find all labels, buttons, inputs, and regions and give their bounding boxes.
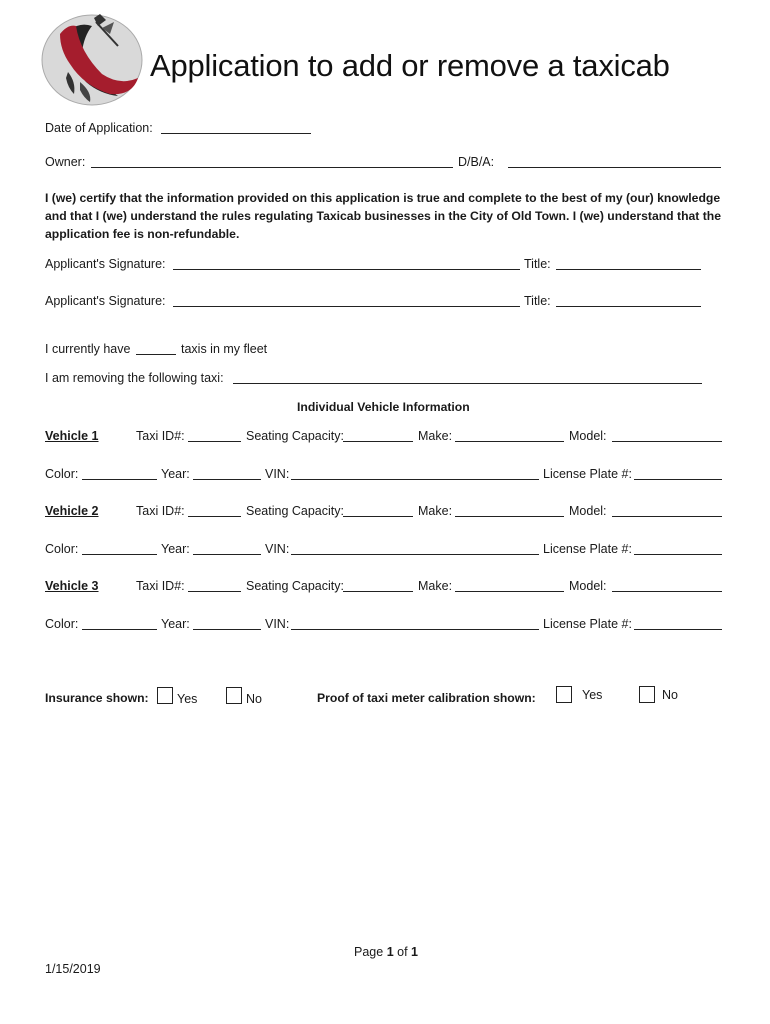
license-plate-label: License Plate #: (543, 467, 632, 481)
title-label-2: Title: (524, 294, 551, 308)
vehicle-section-heading: Individual Vehicle Information (297, 400, 470, 414)
insurance-yes-checkbox[interactable] (157, 687, 173, 704)
year-label: Year: (161, 617, 190, 631)
taxi-id-label: Taxi ID#: (136, 579, 185, 593)
vehicle-3-model-field[interactable] (612, 591, 722, 592)
vehicle-3-vin-field[interactable] (291, 629, 539, 630)
meter-calibration-label: Proof of taxi meter calibration shown: (317, 691, 536, 705)
license-plate-label: License Plate #: (543, 617, 632, 631)
fleet-prefix-text: I currently have (45, 342, 131, 356)
model-label: Model: (569, 579, 607, 593)
vehicle-2-taxi-id-field[interactable] (188, 516, 241, 517)
model-label: Model: (569, 504, 607, 518)
applicant-signature-label-1: Applicant's Signature: (45, 257, 166, 271)
page-of: of (397, 945, 408, 959)
meter-yes-checkbox[interactable] (556, 686, 572, 703)
vehicle-2-seating-field[interactable] (343, 516, 413, 517)
insurance-shown-label: Insurance shown: (45, 691, 149, 705)
dba-label: D/B/A: (458, 155, 495, 169)
vehicle-1-year-field[interactable] (193, 479, 261, 480)
make-label: Make: (418, 429, 453, 443)
seating-capacity-label: Seating Capacity: (246, 429, 344, 443)
vin-label: VIN: (265, 617, 290, 631)
vehicle-2-year-field[interactable] (193, 554, 261, 555)
title-label-1: Title: (524, 257, 551, 271)
certification-statement: I (we) certify that the information provided on this application is true and complete to the best of my (our) knowledge and that I (we) understand the rules regulating Taxicab businesses in the City of Old Town. I (we) understand that the application fee is non-refundable. (45, 191, 722, 241)
vehicle-3-color-field[interactable] (82, 629, 157, 630)
page-prefix: Page (354, 945, 384, 959)
vehicle-2-vin-field[interactable] (291, 554, 539, 555)
vehicle-1-heading: Vehicle 1 (45, 429, 99, 443)
date-of-application-label: Date of Application: (45, 121, 153, 135)
vehicle-3-make-field[interactable] (455, 591, 564, 592)
color-label: Color: (45, 542, 79, 556)
vehicle-2-plate-field[interactable] (634, 554, 722, 555)
applicant-signature-field-1[interactable] (173, 269, 520, 270)
fleet-count-field[interactable] (136, 354, 176, 355)
year-label: Year: (161, 467, 190, 481)
old-town-canoe-logo-icon (40, 12, 148, 108)
page-current: 1 (386, 945, 394, 959)
vehicle-3-seating-field[interactable] (343, 591, 413, 592)
title-field-1[interactable] (556, 269, 701, 270)
meter-no-label: No (662, 688, 678, 702)
insurance-no-checkbox[interactable] (226, 687, 242, 704)
meter-yes-label: Yes (582, 688, 603, 702)
color-label: Color: (45, 467, 79, 481)
applicant-signature-label-2: Applicant's Signature: (45, 294, 166, 308)
date-of-application-field[interactable] (161, 133, 311, 134)
seating-capacity-label: Seating Capacity: (246, 579, 344, 593)
owner-label: Owner: (45, 155, 86, 169)
page-number (354, 945, 418, 959)
vehicle-2-heading: Vehicle 2 (45, 504, 99, 518)
meter-no-checkbox[interactable] (639, 686, 655, 703)
vehicle-1-plate-field[interactable] (634, 479, 722, 480)
color-label: Color: (45, 617, 79, 631)
dba-field[interactable] (508, 167, 721, 168)
model-label: Model: (569, 429, 607, 443)
make-label: Make: (418, 579, 453, 593)
license-plate-label: License Plate #: (543, 542, 632, 556)
taxi-id-label: Taxi ID#: (136, 429, 185, 443)
fleet-suffix-text: taxis in my fleet (181, 342, 268, 356)
page-total: 1 (411, 945, 418, 959)
vehicle-1-vin-field[interactable] (291, 479, 539, 480)
vehicle-1-taxi-id-field[interactable] (188, 441, 241, 442)
year-label: Year: (161, 542, 190, 556)
vehicle-1-model-field[interactable] (612, 441, 722, 442)
vehicle-2-model-field[interactable] (612, 516, 722, 517)
insurance-yes-label: Yes (177, 692, 198, 706)
vehicle-1-make-field[interactable] (455, 441, 564, 442)
vehicle-3-plate-field[interactable] (634, 629, 722, 630)
title-field-2[interactable] (556, 306, 701, 307)
taxi-id-label: Taxi ID#: (136, 504, 185, 518)
vehicle-1-color-field[interactable] (82, 479, 157, 480)
vin-label: VIN: (265, 542, 290, 556)
insurance-no-label: No (246, 692, 262, 706)
vehicle-2-color-field[interactable] (82, 554, 157, 555)
make-label: Make: (418, 504, 453, 518)
page-title: Application to add or remove a taxicab (150, 48, 670, 83)
applicant-signature-field-2[interactable] (173, 306, 520, 307)
vehicle-3-year-field[interactable] (193, 629, 261, 630)
removing-taxi-field[interactable] (233, 383, 702, 384)
footer-date: 1/15/2019 (45, 962, 101, 976)
vehicle-1-seating-field[interactable] (343, 441, 413, 442)
vehicle-3-heading: Vehicle 3 (45, 579, 99, 593)
vin-label: VIN: (265, 467, 290, 481)
vehicle-2-make-field[interactable] (455, 516, 564, 517)
seating-capacity-label: Seating Capacity: (246, 504, 344, 518)
owner-field[interactable] (91, 167, 453, 168)
removing-taxi-label: I am removing the following taxi: (45, 371, 224, 385)
vehicle-3-taxi-id-field[interactable] (188, 591, 241, 592)
